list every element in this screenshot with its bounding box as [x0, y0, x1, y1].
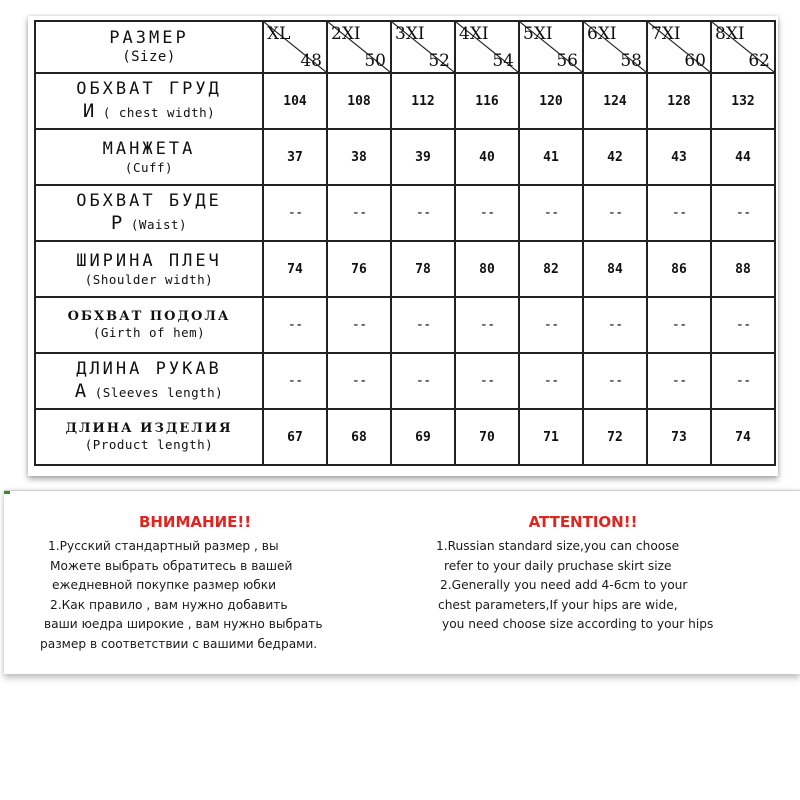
size-label-en: (Size) — [122, 48, 176, 65]
table-row — [35, 297, 775, 353]
table-cell: -- — [519, 185, 583, 241]
size-number: 50 — [364, 51, 386, 71]
row-label-en-text: (Cuff) — [124, 159, 174, 175]
table-cell: -- — [327, 353, 391, 409]
header-row — [35, 21, 775, 73]
notice-en-line: 2.Generally you need add 4-6cm to your — [440, 578, 688, 593]
table-cell: 37 — [263, 129, 327, 185]
table-cell: -- — [519, 297, 583, 353]
table-cell: 78 — [391, 241, 455, 297]
table-cell: 82 — [519, 241, 583, 297]
table-cell: -- — [263, 297, 327, 353]
table-cell: 39 — [391, 129, 455, 185]
table-cell: -- — [583, 185, 647, 241]
row-label-en — [36, 437, 262, 453]
table-row — [35, 241, 775, 297]
notice-ru-line: ваши юедра широкие , вам нужно выбрать — [44, 617, 323, 632]
table-row — [35, 73, 775, 129]
size-number: 58 — [620, 51, 642, 71]
row-label-en-text: (Waist) — [130, 216, 188, 232]
table-cell: -- — [391, 297, 455, 353]
table-row — [35, 185, 775, 241]
table-cell: 72 — [583, 409, 647, 465]
table-cell: -- — [455, 297, 519, 353]
table-cell: 42 — [583, 129, 647, 185]
table-cell: 43 — [647, 129, 711, 185]
size-code: 6XI — [587, 24, 617, 44]
row-label-en — [36, 272, 262, 288]
table-cell: 74 — [711, 409, 775, 465]
table-cell: 44 — [711, 129, 775, 185]
row-label-en-text: (Product length) — [84, 437, 214, 453]
table-cell: 40 — [455, 129, 519, 185]
row-label-en — [36, 100, 262, 124]
row-label — [35, 297, 263, 353]
notice-ru-title: ВНИМАНИЕ!! — [138, 513, 252, 531]
table-cell: 88 — [711, 241, 775, 297]
notice-en-line: refer to your daily pruchase skirt size — [444, 558, 672, 573]
table-cell: 128 — [647, 73, 711, 129]
size-header-0 — [263, 21, 327, 73]
size-table — [34, 20, 776, 466]
table-cell: 70 — [455, 409, 519, 465]
table-row — [35, 129, 775, 185]
table-cell: 124 — [583, 73, 647, 129]
row-label — [35, 73, 263, 129]
table-row — [35, 409, 775, 465]
table-cell: -- — [711, 185, 775, 241]
table-cell: 112 — [391, 73, 455, 129]
size-number: 52 — [428, 51, 450, 71]
table-cell: 108 — [327, 73, 391, 129]
notice-en — [428, 513, 778, 635]
table-cell: -- — [391, 185, 455, 241]
table-cell: -- — [455, 185, 519, 241]
table-cell: -- — [647, 353, 711, 409]
table-cell: 120 — [519, 73, 583, 129]
row-label-ru: ДЛИНА ИЗДЕЛИЯ — [65, 421, 233, 437]
size-label-ru: РАЗМЕР — [109, 27, 189, 48]
table-cell: -- — [583, 353, 647, 409]
table-row — [35, 353, 775, 409]
row-label — [35, 185, 263, 241]
notice-ru — [38, 513, 388, 655]
table-cell: -- — [327, 297, 391, 353]
size-header-1 — [327, 21, 391, 73]
table-cell: 116 — [455, 73, 519, 129]
row-label — [35, 241, 263, 297]
notice-en-line: you need choose size according to your hips — [442, 617, 714, 632]
table-cell: -- — [711, 353, 775, 409]
size-code: 2XI — [331, 24, 361, 44]
table-cell: 104 — [263, 73, 327, 129]
table-cell: 76 — [327, 241, 391, 297]
notice-ru-line: 1.Русский стандартный размер , вы — [48, 539, 279, 553]
row-label-en-text: ( chest width) — [102, 104, 216, 120]
table-cell: 132 — [711, 73, 775, 129]
table-cell: 67 — [263, 409, 327, 465]
table-cell: 80 — [455, 241, 519, 297]
table-cell: 69 — [391, 409, 455, 465]
size-code: 4XI — [459, 24, 489, 44]
table-cell: 86 — [647, 241, 711, 297]
size-header-4 — [519, 21, 583, 73]
row-label — [35, 129, 263, 185]
row-label-en-text: (Girth of hem) — [92, 325, 206, 341]
row-label-ru: МАНЖЕТА — [102, 138, 196, 159]
notice-ru-line: Можете выбрать обратитесь в вашей — [50, 558, 293, 573]
row-label-en — [36, 212, 262, 236]
table-cell: 38 — [327, 129, 391, 185]
attention-notice — [4, 490, 800, 674]
row-label-ru: ДЛИНА РУКАВ — [76, 358, 222, 379]
table-cell: -- — [327, 185, 391, 241]
table-cell: 73 — [647, 409, 711, 465]
table-cell: 71 — [519, 409, 583, 465]
size-code: 7XI — [651, 24, 681, 44]
row-label-prefix: Р — [110, 211, 123, 234]
size-code: 8XI — [715, 24, 745, 44]
size-header-5 — [583, 21, 647, 73]
size-code: 3XI — [395, 24, 425, 44]
table-cell: -- — [263, 185, 327, 241]
size-number: 62 — [748, 51, 770, 71]
table-cell: -- — [391, 353, 455, 409]
table-cell: -- — [583, 297, 647, 353]
notice-ru-line: размер в соответствии с вашими бедрами. — [40, 636, 318, 651]
row-label-en — [36, 380, 262, 404]
table-cell: 84 — [583, 241, 647, 297]
size-number: 56 — [556, 51, 578, 71]
row-label-ru: ОБХВАТ БУДЕ — [76, 190, 222, 211]
row-label — [35, 409, 263, 465]
size-header-7 — [711, 21, 775, 73]
row-label-en — [36, 325, 262, 341]
table-cell: 41 — [519, 129, 583, 185]
table-cell: -- — [455, 353, 519, 409]
table-cell: -- — [647, 297, 711, 353]
table-cell: 74 — [263, 241, 327, 297]
size-header-6 — [647, 21, 711, 73]
notice-ru-line: 2.Как правило , вам нужно добавить — [50, 597, 288, 612]
row-label-en — [36, 160, 262, 176]
row-label-en-text: (Shoulder width) — [84, 271, 214, 287]
size-header-label — [35, 21, 263, 73]
size-header-2 — [391, 21, 455, 73]
row-label-prefix: А — [74, 379, 87, 402]
table-cell: -- — [263, 353, 327, 409]
table-cell: -- — [647, 185, 711, 241]
table-cell: -- — [519, 353, 583, 409]
row-label-ru: ШИРИНА ПЛЕЧ — [76, 250, 222, 271]
table-cell: -- — [711, 297, 775, 353]
size-chart-card — [28, 16, 778, 476]
notice-en-title: ATTENTION!! — [528, 513, 638, 531]
notice-en-line: chest parameters,If your hips are wide, — [438, 597, 678, 612]
size-number: 60 — [684, 51, 706, 71]
notice-en-line: 1.Russian standard size,you can choose — [436, 539, 680, 553]
size-code: 5XI — [523, 24, 553, 44]
size-number: 54 — [492, 51, 514, 71]
row-label-en-text: (Sleeves length) — [94, 384, 224, 400]
size-header-3 — [455, 21, 519, 73]
size-number: 48 — [300, 51, 322, 71]
table-cell: 68 — [327, 409, 391, 465]
row-label-prefix: И — [82, 99, 95, 122]
notice-ru-line: ежедневной покупке размер юбки — [52, 578, 277, 593]
row-label-ru: ОБХВАТ ГРУД — [76, 78, 222, 99]
row-label-ru: ОБХВАТ ПОДОЛА — [67, 309, 231, 325]
corner-mark — [4, 491, 10, 494]
row-label — [35, 353, 263, 409]
size-code: XL — [267, 24, 291, 44]
